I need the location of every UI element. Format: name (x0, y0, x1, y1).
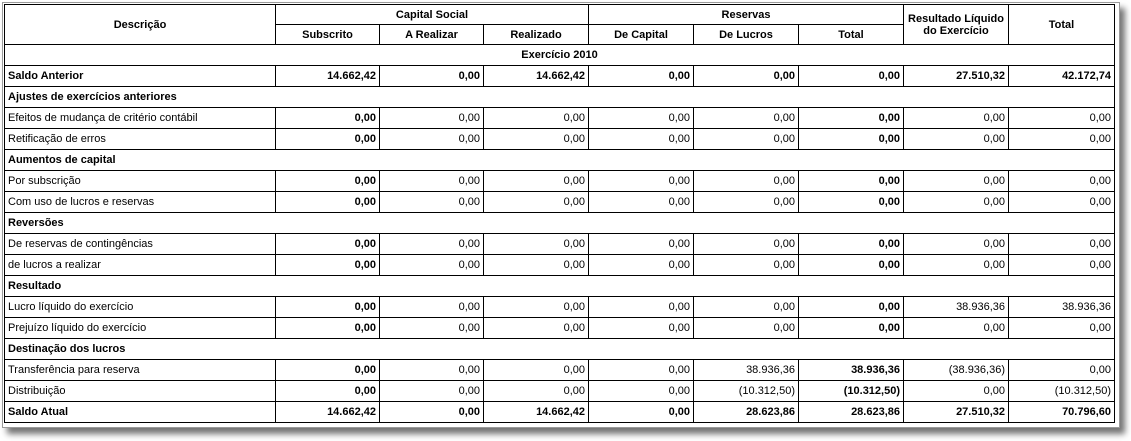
value-cell: 0,00 (380, 192, 484, 213)
value-cell: 0,00 (694, 129, 799, 150)
value-cell: 0,00 (799, 108, 904, 129)
value-cell: 0,00 (904, 129, 1009, 150)
value-cell: 0,00 (484, 381, 589, 402)
value-cell: 0,00 (276, 171, 380, 192)
section-row (5, 276, 1115, 297)
value-cell: 0,00 (380, 234, 484, 255)
value-cell: 0,00 (380, 129, 484, 150)
value-cell: 0,00 (1009, 171, 1115, 192)
value-cell: 0,00 (1009, 129, 1115, 150)
table-row (5, 318, 1115, 339)
section-row (5, 150, 1115, 171)
table-row (5, 234, 1115, 255)
row-label: Lucro líquido do exercício (5, 297, 276, 318)
value-cell: 14.662,42 (276, 402, 380, 423)
value-cell: 0,00 (1009, 255, 1115, 276)
row-label: Por subscrição (5, 171, 276, 192)
value-cell: 70.796,60 (1009, 402, 1115, 423)
value-cell: 0,00 (589, 297, 694, 318)
value-cell: 0,00 (904, 255, 1009, 276)
header-de-capital: De Capital (589, 25, 694, 45)
value-cell: 27.510,32 (904, 66, 1009, 87)
row-label: Saldo Anterior (5, 66, 276, 87)
value-cell: 38.936,36 (799, 360, 904, 381)
value-cell: 0,00 (380, 360, 484, 381)
value-cell: 0,00 (380, 108, 484, 129)
value-cell: 0,00 (589, 171, 694, 192)
value-cell: 0,00 (694, 234, 799, 255)
row-label: Distribuição (5, 381, 276, 402)
value-cell: 0,00 (380, 381, 484, 402)
value-cell: 0,00 (484, 108, 589, 129)
value-cell: 0,00 (1009, 108, 1115, 129)
value-cell: (10.312,50) (799, 381, 904, 402)
header-total: Total (1009, 5, 1115, 45)
value-cell: 0,00 (484, 255, 589, 276)
value-cell: 0,00 (799, 297, 904, 318)
value-cell: 0,00 (904, 192, 1009, 213)
value-cell: (10.312,50) (694, 381, 799, 402)
value-cell: 0,00 (589, 255, 694, 276)
value-cell: 0,00 (589, 108, 694, 129)
value-cell: 0,00 (589, 66, 694, 87)
table-row (5, 66, 1115, 87)
table-row (5, 402, 1115, 423)
table-row (5, 171, 1115, 192)
value-cell: 0,00 (276, 381, 380, 402)
value-cell: 0,00 (484, 129, 589, 150)
value-cell: 0,00 (904, 108, 1009, 129)
value-cell: 0,00 (276, 255, 380, 276)
value-cell: 0,00 (799, 318, 904, 339)
table-row (5, 297, 1115, 318)
value-cell: 0,00 (484, 234, 589, 255)
value-cell: 0,00 (589, 360, 694, 381)
table-row (5, 255, 1115, 276)
equity-statement-table (4, 4, 1115, 423)
table-row (5, 129, 1115, 150)
header-a-realizar: A Realizar (380, 25, 484, 45)
value-cell: 0,00 (694, 297, 799, 318)
value-cell: 0,00 (380, 66, 484, 87)
row-label: de lucros a realizar (5, 255, 276, 276)
value-cell: 0,00 (380, 318, 484, 339)
table-row (5, 192, 1115, 213)
value-cell: 0,00 (380, 297, 484, 318)
value-cell: 42.172,74 (1009, 66, 1115, 87)
section-row (5, 339, 1115, 360)
value-cell: 0,00 (1009, 234, 1115, 255)
value-cell: 38.936,36 (1009, 297, 1115, 318)
value-cell: 0,00 (276, 192, 380, 213)
value-cell: 0,00 (904, 318, 1009, 339)
row-label: Efeitos de mudança de critério contábil (5, 108, 276, 129)
value-cell: 0,00 (589, 129, 694, 150)
value-cell: 0,00 (276, 360, 380, 381)
value-cell: 0,00 (484, 360, 589, 381)
header-total-reservas: Total (799, 25, 904, 45)
section-label: Destinação dos lucros (5, 339, 1115, 360)
value-cell: 0,00 (589, 402, 694, 423)
value-cell: 0,00 (1009, 318, 1115, 339)
value-cell: 14.662,42 (276, 66, 380, 87)
section-label: Ajustes de exercícios anteriores (5, 87, 1115, 108)
value-cell: 28.623,86 (799, 402, 904, 423)
header-capital-social: Capital Social (276, 5, 589, 25)
value-cell: 0,00 (694, 171, 799, 192)
header-descricao: Descrição (5, 5, 276, 45)
value-cell: 0,00 (276, 297, 380, 318)
value-cell: 27.510,32 (904, 402, 1009, 423)
section-label: Aumentos de capital (5, 150, 1115, 171)
row-label: Retificação de erros (5, 129, 276, 150)
value-cell: 0,00 (694, 255, 799, 276)
value-cell: 0,00 (380, 255, 484, 276)
value-cell: 0,00 (904, 171, 1009, 192)
header-subscrito: Subscrito (276, 25, 380, 45)
value-cell: 0,00 (904, 381, 1009, 402)
header-de-lucros: De Lucros (694, 25, 799, 45)
value-cell: 0,00 (799, 192, 904, 213)
value-cell: (10.312,50) (1009, 381, 1115, 402)
value-cell: 0,00 (1009, 360, 1115, 381)
value-cell: (38.936,36) (904, 360, 1009, 381)
value-cell: 0,00 (589, 318, 694, 339)
row-label: Transferência para reserva (5, 360, 276, 381)
value-cell: 0,00 (276, 318, 380, 339)
value-cell: 0,00 (694, 318, 799, 339)
value-cell: 0,00 (799, 171, 904, 192)
row-label: Com uso de lucros e reservas (5, 192, 276, 213)
value-cell: 0,00 (484, 297, 589, 318)
row-label: Saldo Atual (5, 402, 276, 423)
header-row-top (5, 5, 1115, 25)
value-cell: 0,00 (276, 129, 380, 150)
header-realizado: Realizado (484, 25, 589, 45)
row-label: Prejuízo líquido do exercício (5, 318, 276, 339)
value-cell: 0,00 (380, 402, 484, 423)
table-row (5, 381, 1115, 402)
value-cell: 0,00 (694, 192, 799, 213)
value-cell: 0,00 (1009, 192, 1115, 213)
value-cell: 14.662,42 (484, 66, 589, 87)
exercicio-row (5, 45, 1115, 66)
value-cell: 38.936,36 (694, 360, 799, 381)
value-cell: 0,00 (484, 192, 589, 213)
value-cell: 0,00 (799, 255, 904, 276)
statement-frame (2, 2, 1120, 428)
table-row (5, 108, 1115, 129)
value-cell: 0,00 (484, 318, 589, 339)
value-cell: 38.936,36 (904, 297, 1009, 318)
value-cell: 0,00 (904, 234, 1009, 255)
table-row (5, 360, 1115, 381)
exercicio-label: Exercício 2010 (5, 45, 1115, 66)
header-resultado: Resultado Líquido do Exercício (904, 5, 1009, 45)
section-row (5, 87, 1115, 108)
value-cell: 0,00 (799, 234, 904, 255)
header-reservas: Reservas (589, 5, 904, 25)
section-label: Resultado (5, 276, 1115, 297)
value-cell: 0,00 (380, 171, 484, 192)
value-cell: 0,00 (799, 66, 904, 87)
value-cell: 0,00 (799, 129, 904, 150)
section-row (5, 213, 1115, 234)
value-cell: 0,00 (276, 108, 380, 129)
value-cell: 0,00 (589, 192, 694, 213)
value-cell: 0,00 (276, 234, 380, 255)
value-cell: 0,00 (694, 66, 799, 87)
row-label: De reservas de contingências (5, 234, 276, 255)
section-label: Reversões (5, 213, 1115, 234)
value-cell: 0,00 (589, 234, 694, 255)
value-cell: 28.623,86 (694, 402, 799, 423)
value-cell: 0,00 (589, 381, 694, 402)
value-cell: 0,00 (484, 171, 589, 192)
value-cell: 14.662,42 (484, 402, 589, 423)
value-cell: 0,00 (694, 108, 799, 129)
